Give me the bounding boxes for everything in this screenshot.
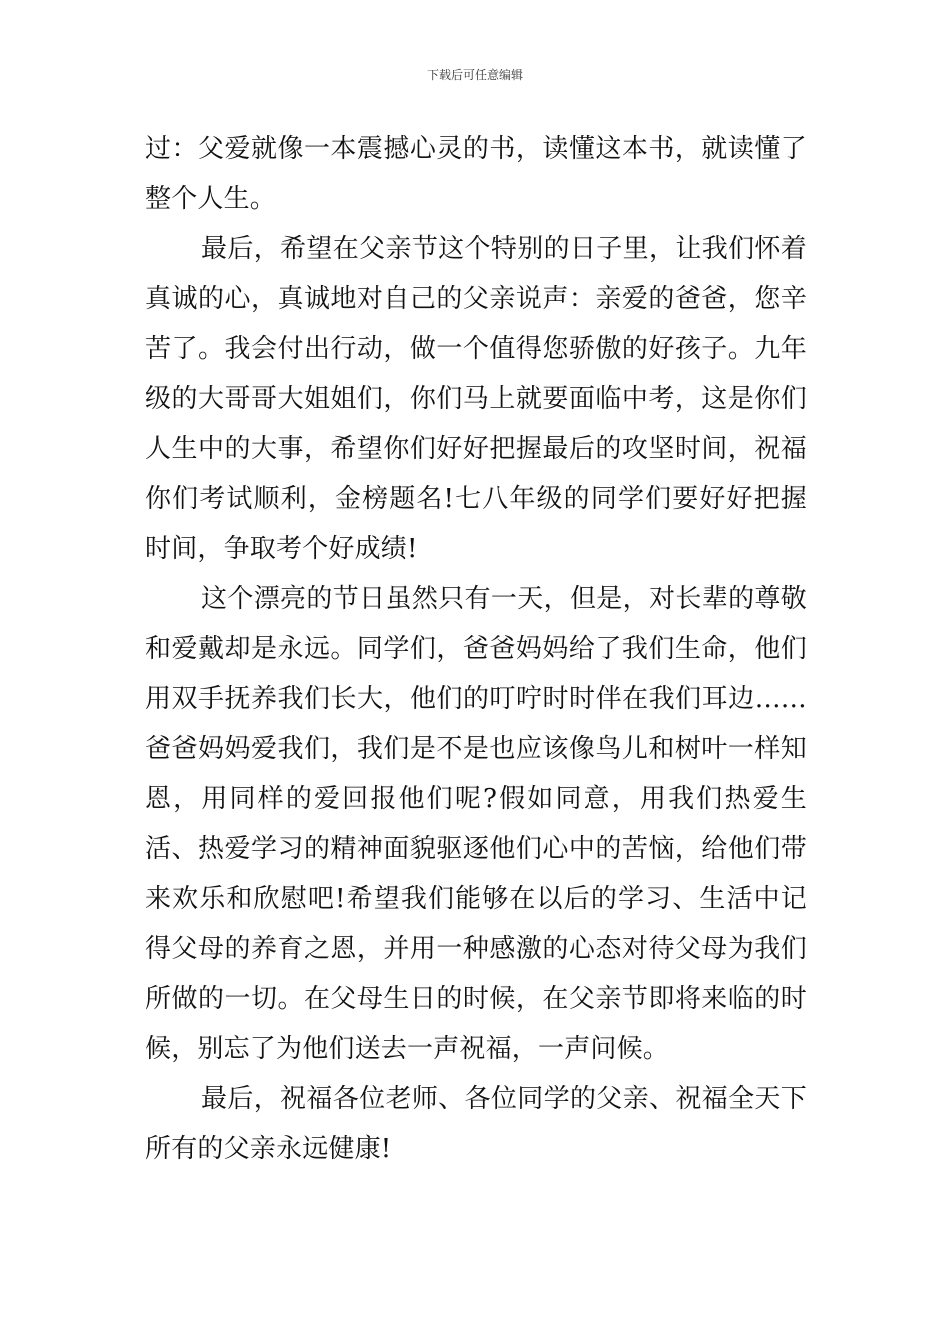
paragraph-4: 最后，祝福各位老师、各位同学的父亲、祝福全天下所有的父亲永远健康! bbox=[145, 1084, 807, 1164]
paragraph-1: 过：父爱就像一本震撼心灵的书，读懂这本书，就读懂了整个人生。 bbox=[145, 134, 807, 214]
paragraph-2: 最后，希望在父亲节这个特别的日子里，让我们怀着真诚的心，真诚地对自己的父亲说声：亲爱的爸爸，您辛苦了。我会付出行动，做一个值得您骄傲的好孩子。九年级的大哥哥大姐姐们，你们马上就要面临中考，这是你们人生中的大事，希望你们好好把握最后的攻坚时间，祝福你们考试顺利，金榜题名!七八年级的同学们要好好把握时间，争取考个好成绩! bbox=[145, 234, 807, 564]
page-header: 下载后可任意编辑 bbox=[426, 68, 523, 82]
paragraph-3: 这个漂亮的节日虽然只有一天，但是，对长辈的尊敬和爱戴却是永远。同学们，爸爸妈妈给了我们生命，他们用双手抚养我们长大，他们的叮咛时时伴在我们耳边……爸爸妈妈爱我们，我们是不是也应该像鸟儿和树叶一样知恩，用同样的爱回报他们呢?假如同意，用我们热爱生活、热爱学习的精神面貌驱逐他们心中的苦恼，给他们带来欢乐和欣慰吧!希望我们能够在以后的学习、生活中记得父母的养育之恩，并用一种感激的心态对待父母为我们所做的一切。在父母生日的时候，在父亲节即将来临的时候，别忘了为他们送去一声祝福，一声问候。 bbox=[145, 584, 807, 1064]
document-body bbox=[145, 124, 807, 1174]
